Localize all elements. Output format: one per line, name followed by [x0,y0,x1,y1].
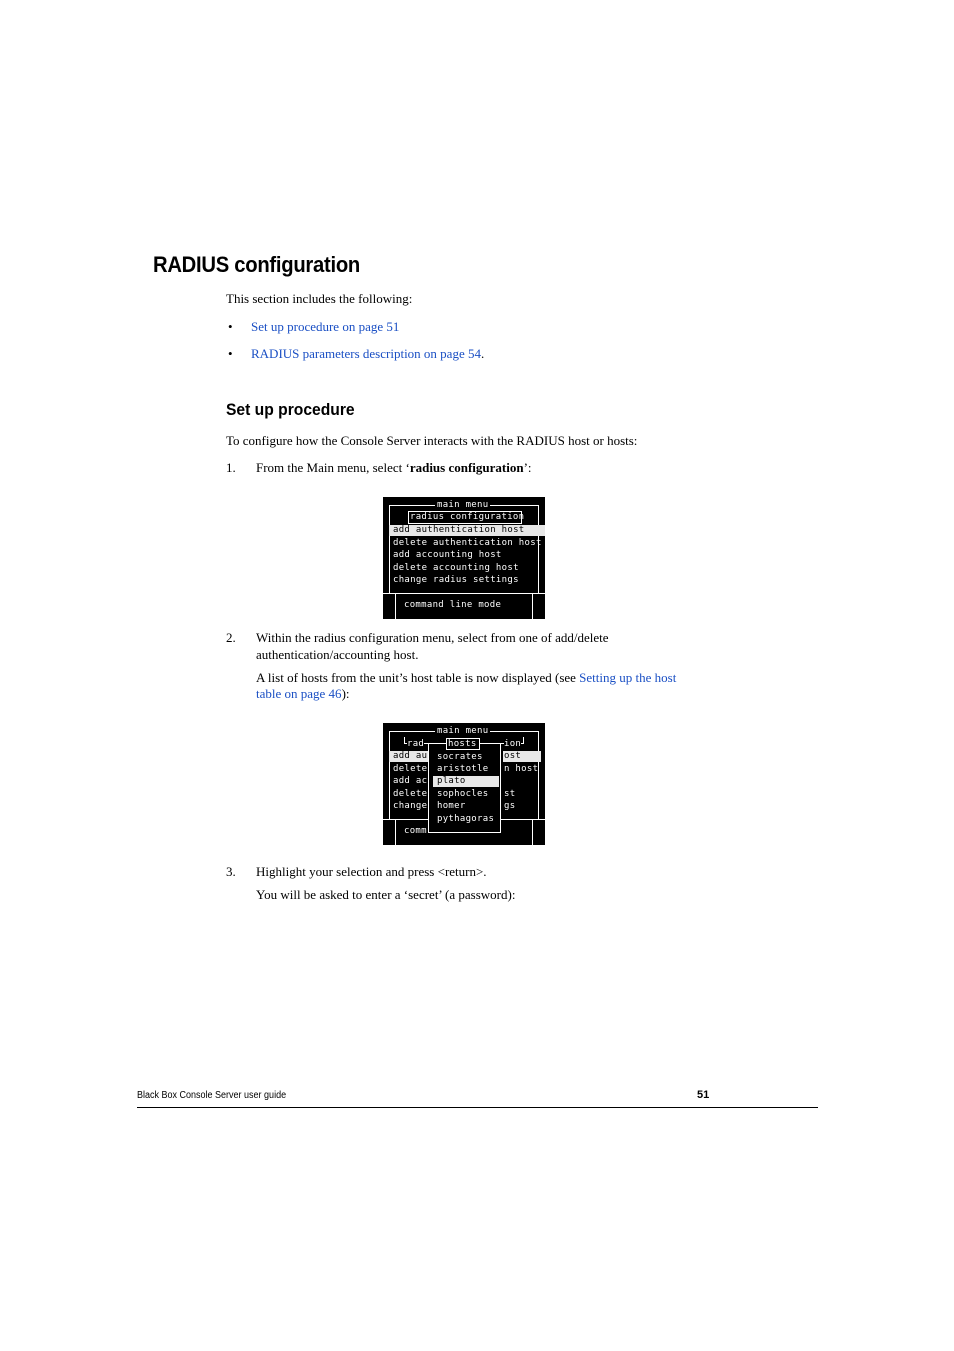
step-text: authentication/accounting host. [256,647,419,662]
note-text: You will be asked to enter a ‘secret’ (a password): [256,887,516,902]
paragraph: To configure how the Console Server interacts with the RADIUS host or hosts: [226,433,638,448]
host-item: aristotle [437,764,489,774]
step-text: Within the radius configuration menu, select from one of add/delete [256,630,609,645]
bg-menu-bottom: comm [404,826,427,836]
bg-menu-item: gs [504,801,516,811]
page-title: RADIUS configuration [153,252,360,277]
host-item: pythagoras [437,814,495,824]
submenu-title: radius configuration [410,512,525,522]
footer-rule [137,1107,818,1108]
section-heading: Set up procedure [226,400,355,419]
bg-menu-item-selected: add au [389,751,433,762]
host-item: sophocles [437,789,489,799]
menu-item: add accounting host [393,550,502,560]
terminal-screenshot-radius-menu [383,497,545,619]
link-host-table[interactable]: Setting up the host [579,670,677,685]
step-number: 3. [226,864,236,879]
footer-title: Black Box Console Server user guide [137,1090,287,1101]
bullet-dot: • [228,319,233,334]
host-item: socrates [437,752,483,762]
step-text: From the Main menu, select ‘radius configuration’: [256,460,532,475]
bg-menu-item: delete [393,764,428,774]
bg-submenu-title: ion [504,739,522,749]
list-item: RADIUS parameters description on page 54. [251,346,485,361]
link-host-table[interactable]: table on page 46 [256,686,342,701]
bullet-dot: • [228,346,233,361]
host-item: homer [437,801,466,811]
bg-menu-item: change [393,801,428,811]
intro-text: This section includes the following: [226,291,413,306]
link-set-up-procedure[interactable]: Set up procedure on page 51 [251,319,400,334]
menu-item: delete accounting host [393,563,519,573]
list-item [251,319,399,335]
menu-item: delete authentication host [393,538,542,548]
host-item-selected: plato [433,776,499,787]
link-radius-parameters[interactable]: RADIUS parameters description on page 54 [251,346,481,361]
bg-menu-item-selected: ost [503,751,541,762]
menu-item-selected: add authentication host [389,525,545,536]
menu-item: change radius settings [393,575,519,585]
note-text: table on page 46): [256,686,350,701]
step-number: 2. [226,630,236,645]
bg-menu-item: st [504,789,516,799]
menu-title: main menu [437,500,489,510]
menu-bottom: command line mode [404,600,502,610]
note-text: A list of hosts from the unit’s host table is now displayed (see Setting up the host [256,670,677,685]
terminal-screenshot-hosts-list [383,723,545,845]
bg-menu-item: n host [504,764,539,774]
step-number: 1. [226,460,236,475]
page-number: 51 [697,1089,710,1101]
step-text: Highlight your selection and press <return>. [256,864,487,879]
bg-menu-item: add ac [393,776,428,786]
bg-menu-item: delete [393,789,428,799]
bg-submenu-title: rad [407,739,425,749]
popup-title: hosts [448,739,477,749]
menu-title: main menu [437,726,489,736]
